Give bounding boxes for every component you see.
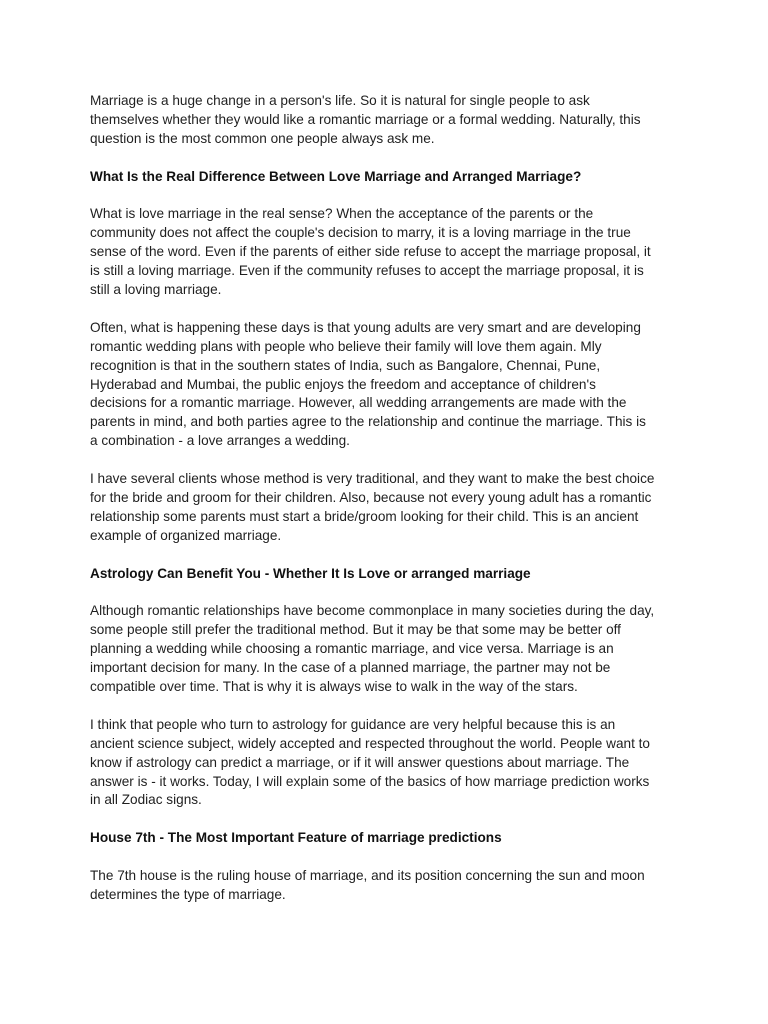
intro-paragraph: Marriage is a huge change in a person's life. So it is natural for single people to ask themselves whether they would like a romantic marriage or a formal wedding. Naturally, this question is the most common one people always ask me. xyxy=(90,93,641,146)
section-heading-seventh-house: House 7th - The Most Important Feature of marriage predictions xyxy=(90,830,502,846)
seventh-house-paragraph: The 7th house is the ruling house of marriage, and its position concerning the sun and moon determines the type of marriage. xyxy=(90,868,645,902)
young-adults-paragraph: Often, what is happening these days is that young adults are very smart and are developing romantic wedding plans with people who believe their family will love them again. Mly recognition is that in the southern states of India, such as Bangalore, Chennai, Pune, Hyderabad and Mumbai, the public enjoys the freedom and acceptance of children's decisions for a romantic marriage. However, all wedding arrangements are made with the parents in mind, and both parties agree to the relationship and continue the marriage. This is a combination - a love arranges a wedding. xyxy=(90,319,646,449)
romantic-relationships-paragraph: Although romantic relationships have become commonplace in many societies during the day, some people still prefer the traditional method. But it may be that some may be better off planning a wedding while choosing a romantic marriage, and vice versa. Marriage is an important decision for many. In the case of a planned marriage, the partner may not be compatible over time. That is why it is always wise to walk in the way of the stars. xyxy=(90,603,655,694)
love-marriage-paragraph: What is love marriage in the real sense? When the acceptance of the parents or the community does not affect the couple's decision to marry, it is a loving marriage in the true sense of the word. Even if the parents of either side refuse to accept the marriage proposal, it is still a loving marriage. Even if the community refuses to accept the marriage proposal, it is still a loving marriage. xyxy=(90,206,651,298)
traditional-clients-paragraph: I have several clients whose method is very traditional, and they want to make the best choice for the bride and groom for their children. Also, because not every young adult has a romantic relationship some parents must start a bride/groom looking for their child. This is an ancient example of organized marriage. xyxy=(90,471,655,543)
document-page xyxy=(90,92,655,924)
astrology-guidance-paragraph: I think that people who turn to astrology for guidance are very helpful because this is an ancient science subject, widely accepted and respected throughout the world. People want to know if astrology can predict a marriage, or if it will answer questions about marriage. The answer is - it works. Today, I will explain some of the basics of how marriage prediction works in all Zodiac signs. xyxy=(90,716,650,808)
section-heading-astrology: Astrology Can Benefit You - Whether It Is Love or arranged marriage xyxy=(90,565,531,581)
section-heading-difference: What Is the Real Difference Between Love Marriage and Arranged Marriage? xyxy=(90,168,582,184)
